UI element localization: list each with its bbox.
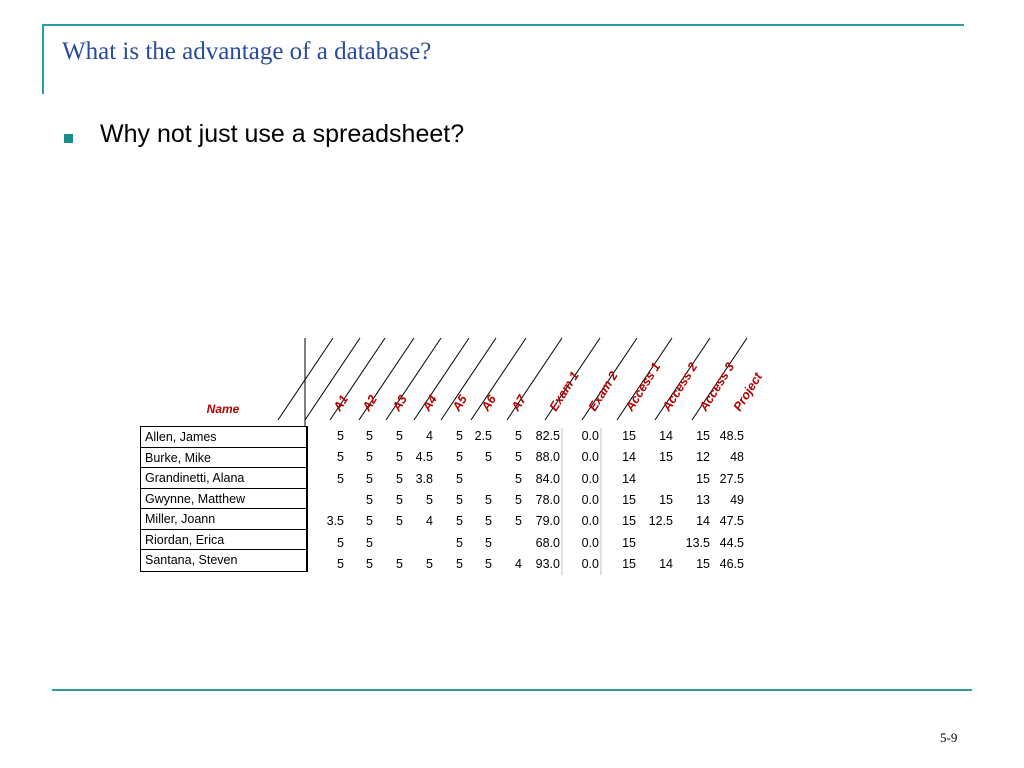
column-header-access-1: Access 1 <box>622 360 664 414</box>
column-header-access-2: Access 2 <box>659 360 701 414</box>
value-cell: 5 <box>366 471 373 486</box>
name-cell: Burke, Mike <box>141 448 306 469</box>
value-cell: 5 <box>396 556 403 571</box>
value-cell: 15 <box>622 492 636 507</box>
value-cell: 5 <box>485 492 492 507</box>
value-cell: 0.0 <box>581 429 599 443</box>
column-header-a2: A2 <box>359 392 381 414</box>
value-cell: 12 <box>696 450 710 465</box>
value-cell: 5 <box>515 450 522 465</box>
value-cell: 15 <box>659 492 673 507</box>
value-cell: 0.0 <box>581 514 599 529</box>
page-number: 5-9 <box>940 730 958 745</box>
value-cell: 5 <box>456 471 463 486</box>
value-cell: 15 <box>622 556 636 571</box>
value-cell: 0.0 <box>581 492 599 507</box>
value-cell: 5 <box>337 535 344 550</box>
value-cell: 82.5 <box>535 429 560 443</box>
value-cell: 5 <box>366 492 373 507</box>
value-cell: 14 <box>659 556 673 571</box>
value-cell: 93.0 <box>535 556 560 571</box>
value-cell: 0.0 <box>581 471 599 486</box>
value-cell: 5 <box>396 429 403 443</box>
name-cell: Allen, James <box>141 427 306 448</box>
value-cell: 5 <box>515 492 522 507</box>
column-header-a5: A5 <box>449 392 471 414</box>
value-cell: 5 <box>396 492 403 507</box>
value-cell: 48.5 <box>719 429 744 443</box>
value-cell: 13.5 <box>685 535 710 550</box>
name-cell: Miller, Joann <box>141 509 306 530</box>
value-cell: 5 <box>396 471 403 486</box>
value-cell: 0.0 <box>581 556 599 571</box>
value-cell: 0.0 <box>581 535 599 550</box>
value-cell: 5 <box>366 450 373 465</box>
value-cell: 14 <box>659 429 673 443</box>
value-cell: 88.0 <box>535 450 560 465</box>
value-cell: 5 <box>485 556 492 571</box>
value-cell: 0.0 <box>581 450 599 465</box>
value-cell: 13 <box>696 492 710 507</box>
value-cell: 5 <box>366 556 373 571</box>
value-cell: 49 <box>730 492 744 507</box>
value-cell: 5 <box>456 450 463 465</box>
value-cell: 5 <box>515 429 522 443</box>
name-column-header: Name <box>206 402 240 416</box>
value-cell: 15 <box>622 429 636 443</box>
value-cell: 15 <box>696 429 710 443</box>
value-cell: 2.5 <box>474 429 492 443</box>
value-cell: 44.5 <box>719 535 744 550</box>
value-cell: 15 <box>659 450 673 465</box>
value-cell: 5 <box>366 514 373 529</box>
value-cell: 27.5 <box>719 471 744 486</box>
value-cell: 5 <box>337 471 344 486</box>
value-cell: 78.0 <box>535 492 560 507</box>
name-cell: Grandinetti, Alana <box>141 468 306 489</box>
value-cell: 4.5 <box>415 450 433 465</box>
bullet-text: Why not just use a spreadsheet? <box>100 120 465 148</box>
value-cell: 48 <box>730 450 744 465</box>
column-header-access-3: Access 3 <box>696 360 738 414</box>
value-cell: 12.5 <box>648 514 673 529</box>
value-cell: 5 <box>485 514 492 529</box>
column-header-a1: A1 <box>330 392 352 414</box>
value-cell: 5 <box>456 514 463 529</box>
value-cell: 5 <box>515 514 522 529</box>
value-cell: 5 <box>396 514 403 529</box>
value-cell: 5 <box>337 429 344 443</box>
value-cell: 5 <box>515 471 522 486</box>
value-cell: 47.5 <box>719 514 744 529</box>
value-cell: 5 <box>456 429 463 443</box>
value-cell: 4 <box>515 556 522 571</box>
value-cell: 84.0 <box>535 471 560 486</box>
value-cell: 15 <box>622 514 636 529</box>
name-cell: Gwynne, Matthew <box>141 489 306 510</box>
value-cell: 14 <box>622 471 636 486</box>
name-cell: Riordan, Erica <box>141 530 306 551</box>
value-cell: 3.5 <box>326 514 344 529</box>
value-cell: 14 <box>696 514 710 529</box>
value-cell: 79.0 <box>535 514 560 529</box>
name-cell: Santana, Steven <box>145 553 238 567</box>
column-header-a6: A6 <box>478 392 500 414</box>
value-cell: 15 <box>696 471 710 486</box>
bottom-rule <box>52 689 972 691</box>
value-cell: 5 <box>426 492 433 507</box>
name-column <box>140 426 308 572</box>
value-cell: 5 <box>396 450 403 465</box>
value-cell: 5 <box>456 535 463 550</box>
value-cell: 5 <box>366 429 373 443</box>
value-cell: 4 <box>426 429 433 443</box>
value-cell: 68.0 <box>535 535 560 550</box>
value-cell: 5 <box>337 556 344 571</box>
value-cell: 5 <box>456 492 463 507</box>
value-cell: 15 <box>622 535 636 550</box>
value-cell: 46.5 <box>719 556 744 571</box>
value-cell: 4 <box>426 514 433 529</box>
column-header-a7: A7 <box>508 392 530 414</box>
value-cell: 5 <box>366 535 373 550</box>
value-cell: 5 <box>456 556 463 571</box>
value-cell: 14 <box>622 450 636 465</box>
value-cell: 15 <box>696 556 710 571</box>
slide-title: What is the advantage of a database? <box>62 38 432 65</box>
value-cell: 5 <box>337 450 344 465</box>
column-header-exam-2: Exam 2 <box>585 369 621 414</box>
value-cell: 5 <box>485 535 492 550</box>
column-header-exam-1: Exam 1 <box>546 369 582 414</box>
column-header-project: Project <box>730 370 766 414</box>
column-header-a4: A4 <box>419 392 441 414</box>
column-header-a3: A3 <box>389 392 411 414</box>
value-cell: 5 <box>426 556 433 571</box>
value-cell: 5 <box>485 450 492 465</box>
value-cell: 3.8 <box>415 471 433 486</box>
